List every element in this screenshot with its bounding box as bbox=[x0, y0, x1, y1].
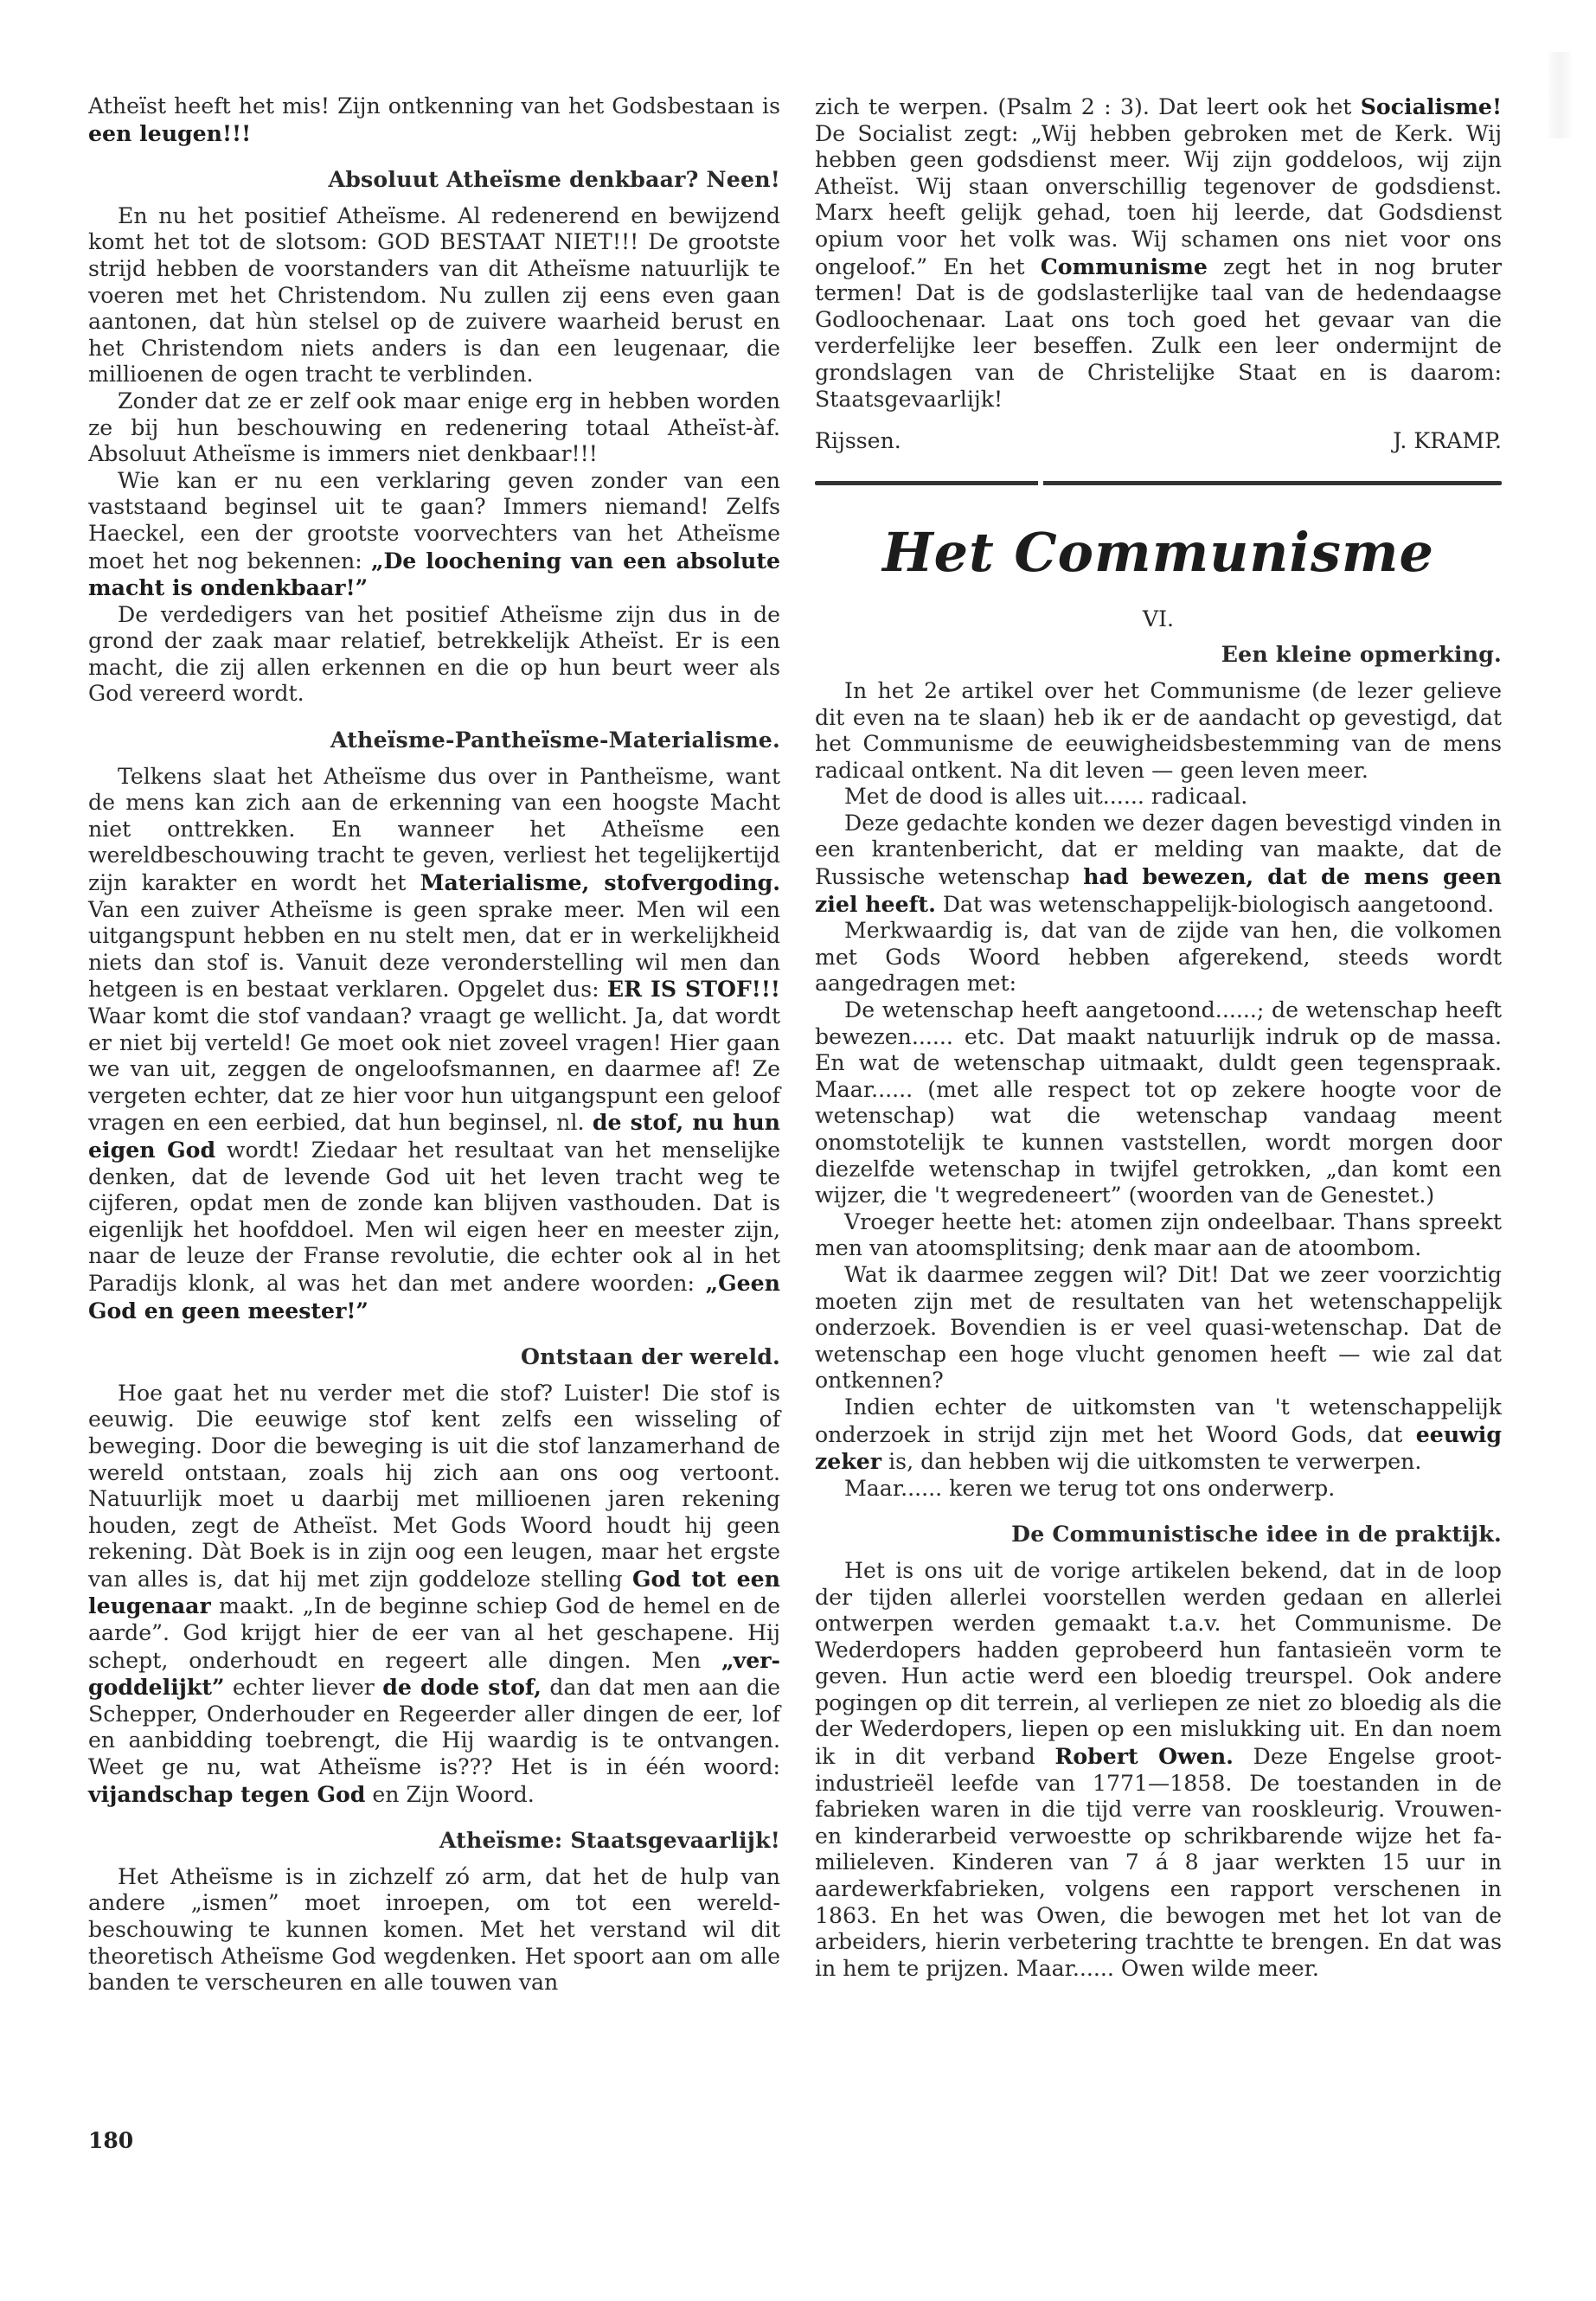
scan-edge-artifact bbox=[1548, 52, 1571, 138]
section-heading: Absoluut Atheïsme denkbaar? Neen! bbox=[328, 166, 780, 193]
paragraph: Wat ik daarmee zeggen wil? Dit! Dat we zeer voorzichtig moeten zijn met de resultaten van het wetenschappelijk onderzoek. Bovendien is er veel quasi-wetenschap. Dat de wetenschap een hoge vlucht genomen heeft — wie zal dat ontkennen? bbox=[815, 1261, 1502, 1394]
signature-place: Rijssen. bbox=[815, 428, 901, 454]
page-number: 180 bbox=[88, 2128, 134, 2153]
paragraph: Met de dood is alles uit...... radicaal. bbox=[844, 784, 1248, 810]
paragraph: Hoe gaat het nu verder met die stof? Luister! Die stof is eeuwig. Die eeuwige stof kent zelfs een wisseling of beweging. Door die beweging is uit die stof lanzamerhand de wereld ontstaan, zoals hij zich aan ons oog vertoont. Natuurlijk moet u daarbij met millioenen jaren rekening houden, zegt de Atheïst. Met Gods Woord houdt hij geen rekening. Dàt Boek is in zijn oog een leugen, maar het ergste van alles is, dat hij met zijn goddeloze stelling God tot een leugenaar maakt. „In de beginne schiep God de hemel en de aarde”. God krijgt hier de eer van al het geschapene. Hij schept, onderhoudt en regeert alle dingen. Men „vergoddelijkt” echter liever de dode stof, dan dat men aan die Schepper, Onderhouder en Regeerder aller dingen de eer, lof en aanbidding toebrengt, die Hij waardig is te ontvangen. Weet ge nu, wat Atheïsme is??? Het is in één woord: vijandschap tegen God en Zijn Woord. bbox=[88, 1380, 781, 1807]
section-divider bbox=[815, 481, 1502, 485]
left-column bbox=[88, 93, 780, 1997]
paragraph: De wetenschap heeft aangetoond......; de wetenschap heeft bewezen...... etc. Dat maakt natuurlijk indruk op de massa. En wat de wetenschap uitmaakt, duldt geen tegenspraak. Maar...... (met alle respect tot op zekere hoogte voor de wetenschap) wat die wetenschap vandaag meent onomstotelijk te kunnen vaststellen, wordt morgen door diezelfde wetenschap in twijfel getrokken, „dan komt een wijzer, die 't wegredeneert” (woorden van de Genestet.) bbox=[815, 997, 1502, 1208]
signature-author: J. KRAMP. bbox=[1393, 428, 1502, 454]
paragraph: Indien echter de uitkomsten van 't wetenschappelijk onderzoek in strijd zijn met het Woord Gods, dat eeuwig zeker is, dan hebben wij die uitkomsten te verwerpen. bbox=[815, 1394, 1502, 1475]
article-title: Het Communisme bbox=[882, 520, 1434, 584]
paragraph: Maar...... keren we terug tot ons onderwerp. bbox=[844, 1475, 1336, 1501]
paragraph: Merkwaardig is, dat van de zijde van hen, die volkomen met Gods Woord hebben afgerekend, steeds wordt aangedragen met: bbox=[815, 918, 1502, 997]
paragraph: Zonder dat ze er zelf ook maar enige erg in hebben worden ze bij hun beschouwing en redenering totaal Atheïst-àf. Absoluut Atheïsme is immers niet denkbaar!!! bbox=[88, 388, 780, 467]
section-heading: Een kleine opmerking. bbox=[1221, 641, 1502, 668]
section-heading: De Communistische idee in de praktijk. bbox=[1011, 1521, 1502, 1548]
right-column bbox=[815, 93, 1502, 1982]
paragraph: En nu het positief Atheïsme. Al redenerend en bewijzend komt het tot de slotsom: GOD BESTAAT NIET!!! De grootste strijd hebben de voorstanders van dit Atheïsme natuurlijk te voeren met het Christendom. Nu zullen zij eens even gaan aantonen, dat hùn stelsel op de zuivere waarheid berust en het Christendom niets anders is dan een leugenaar, die millioenen de ogen tracht te verblinden. bbox=[88, 202, 780, 388]
paragraph: Telkens slaat het Atheïsme dus over in Pantheïsme, want de mens kan zich aan de erkenning van een hoogste Macht niet onttrekken. En wanneer het Atheïsme een wereldbeschouwing tracht te geven, verliest het tegelijkertijd zijn karakter en wordt het Materialisme, stofvergoding. Van een zuiver Atheïsme is geen sprake meer. Men wil een uitgangspunt hebben en nu stelt men, dat er in werkelijkheid niets dan stof is. Vanuit deze veronderstelling wil men dan hetgeen is en bestaat verklaren. Opgelet dus: ER IS STOF!!! Waar komt die stof vandaan? vraagt ge wellicht. Ja, dat wordt er niet bij verteld! Ge moet ook niet zoveel vragen! Hier gaan we van uit, zeggen de ongeloofsmannen, en daarmee af! Ze vergeten echter, dat ze hier voor hun uitgangspunt een geloof vragen en een eerbied, dat hun beginsel, nl. de stof, nu hun eigen God wordt! Ziedaar het resultaat van het menselijke denken, dat de levende God uit het leven tracht weg te cijferen, opdat men de zonde kan blijven vasthouden. Dat is eigenlijk het hoofddoel. Men wil eigen heer en meester zijn, naar de leuze der Franse revolutie, die echter ook al in het Paradijs klonk, al was het dan met andere woorden: „Geen God en geen meester!” bbox=[88, 763, 780, 1324]
section-heading: Atheïsme-Pantheïsme-Materialisme. bbox=[330, 727, 780, 753]
section-heading: Atheïsme: Staatsgevaarlijk! bbox=[439, 1827, 780, 1854]
paragraph: Het Atheïsme is in zichzelf zó arm, dat het de hulp van andere „ismen” moet inroepen, om tot een wereldbeschouwing te kunnen komen. Met het verstand wil dit theoretisch Atheïsme God wegdenken. Het spoort aan om alle banden te verscheuren en alle touwen van bbox=[88, 1863, 780, 1996]
paragraph: zich te werpen. (Psalm 2 : 3). Dat leert ook het Socialisme! De Socialist zegt: „Wij hebben gebroken met de Kerk. Wij hebben geen godsdienst meer. Wij zijn goddeloos, wij zijn Atheïst. Wij staan onverschillig tegenover de godsdienst. Marx heeft gelijk gehad, toen hij leerde, dat Godsdienst opium voor het volk was. Wij schamen ons niet voor ons ongeloof.” En het Communisme zegt het in nog bruter termen! Dat is de godslasterlijke taal van de hedendaagse Godloochenaar. Laat ons toch goed het gevaar van die verderfelijke leer beseffen. Zulk een leer ondermijnt de grondslagen van de Christelijke Staat en is daarom: Staatsgevaarlijk! bbox=[815, 93, 1502, 412]
paragraph: Deze gedachte konden we dezer dagen bevestigd vinden in een krantenbericht, dat er melding van maakte, dat de Russische wetenschap had bewezen, dat de mens geen ziel heeft. Dat was wetenschappelijk-biologisch aangetoond. bbox=[815, 810, 1502, 917]
paragraph: Vroeger heette het: atomen zijn ondeelbaar. Thans spreekt men van atoomsplitsing; denk maar aan de atoombom. bbox=[815, 1208, 1502, 1261]
paragraph: Het is ons uit de vorige artikelen bekend, dat in de loop der tijden allerlei voorstellen werden gedaan en allerlei ontwerpen werden gemaakt t.a.v. het Communisme. De Wederdopers hadden geprobeerd hun fantasieën vorm te geven. Hun actie werd een bloedig treurspel. Ook andere pogingen op dit terrein, al verliepen ze niet zo bloedig als die der Wederdopers, liepen op een mislukking uit. En dan noem ik in dit verband Robert Owen. Deze Engelse groot-industrieël leefde van 1771—1858. De toestanden in de fabrieken waren in die tijd verre van rooskleurig. Vrouwen- en kinderarbeid verwoestte op schrikbarende wijze het familieleven. Kinderen van 7 á 8 jaar werkten 15 uur in aardewerkfabrieken, volgens een rapport verschenen in 1863. En het was Owen, die bewogen met het lot van de arbeiders, hierin verbetering trachtte te brengen. En dat was in hem te prijzen. Maar...... Owen wilde meer. bbox=[815, 1557, 1502, 1981]
paragraph: Wie kan er nu een verklaring geven zonder van een vaststaand beginsel uit te gaan? Immers niemand! Zelfs Haeckel, een der grootste voorvechters van het Atheïsme moet het nog bekennen: „De loochening van een absolute macht is ondenkbaar!” bbox=[88, 467, 780, 601]
article-part-numeral: VI. bbox=[1142, 606, 1175, 631]
paragraph: Atheïst heeft het mis! Zijn ontkenning van het Godsbestaan is een leugen!!! bbox=[88, 93, 780, 146]
signature-line bbox=[815, 428, 1502, 455]
section-heading: Ontstaan der wereld. bbox=[520, 1343, 780, 1370]
paragraph: De verdedigers van het positief Atheïsme zijn dus in de grond der zaak maar relatief, betrekkelijk Atheïst. Er is een macht, die zij allen erkennen en die op hun beurt weer als God vereerd wordt. bbox=[88, 601, 780, 707]
paragraph: In het 2e artikel over het Communisme (de lezer gelieve dit even na te slaan) heb ik er de aandacht op gevestigd, dat het Communisme de eeuwigheidsbestemming van de mens radicaal ontkent. Na dit leven — geen leven meer. bbox=[815, 677, 1502, 783]
